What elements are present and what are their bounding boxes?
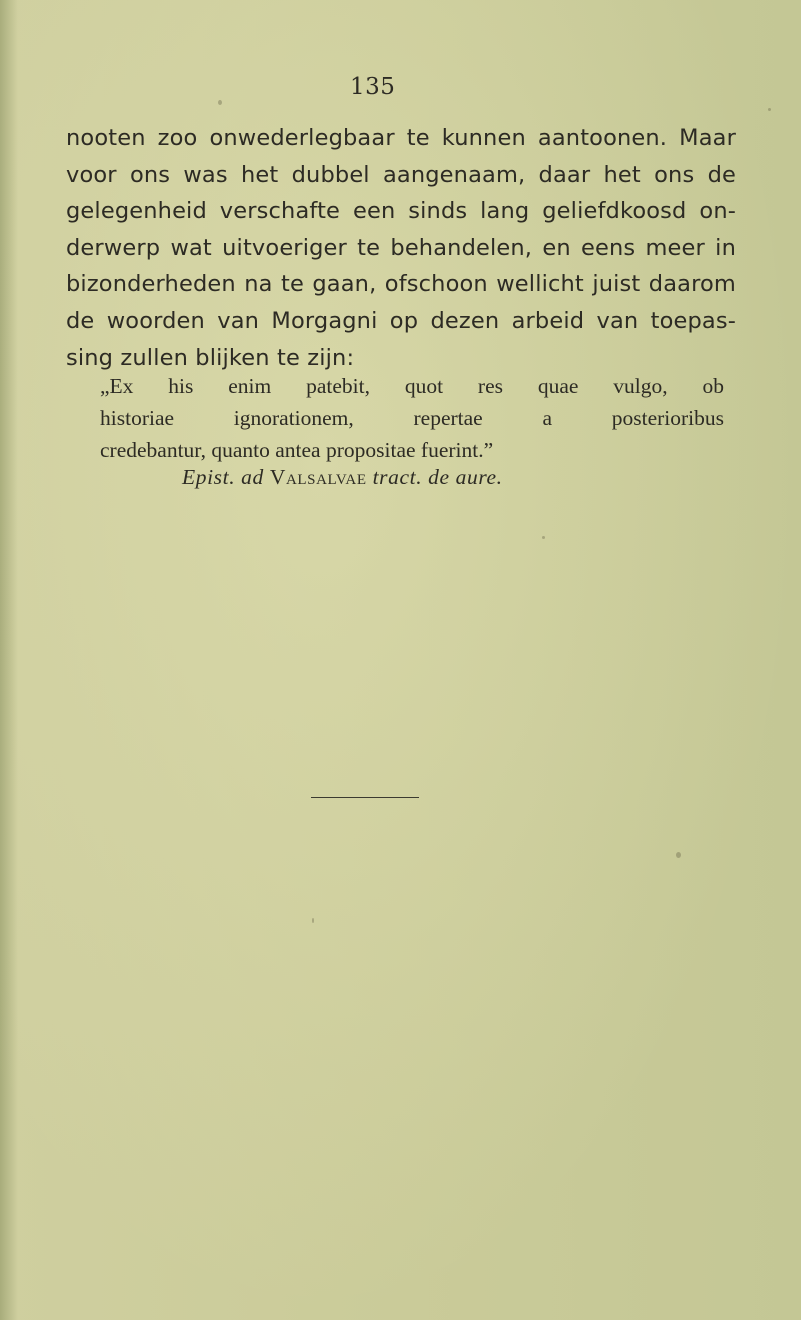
- paragraph-line: sing zullen blijken te zijn:: [66, 344, 355, 371]
- paragraph-line: voor ons was het dubbel aangenaam, daar het ons de: [66, 161, 736, 188]
- paragraph-line: de woorden van Morgagni op dezen arbeid van toepas-: [66, 307, 736, 334]
- page-edge-shadow: [0, 0, 18, 1320]
- paper-speck: [542, 536, 545, 539]
- paragraph-line: bizonderheden na te gaan, ofschoon wellicht juist daarom: [66, 271, 736, 298]
- quote-line: „Ex his enim patebit, quot res quae vulgo, ob: [100, 374, 724, 398]
- citation-author: Valsalvae: [269, 465, 367, 489]
- body-paragraph: [66, 120, 736, 376]
- paragraph-line: derwerp wat uitvoeriger te behandelen, en eens meer in: [66, 234, 736, 261]
- paragraph-line: nooten zoo onwederlegbaar te kunnen aantoonen. Maar: [66, 125, 736, 151]
- paper-speck: [768, 108, 771, 111]
- page-number: 135: [350, 74, 396, 100]
- citation: [182, 462, 503, 492]
- quote-line: historiae ignorationem, repertae a posterioribus: [100, 406, 724, 430]
- section-divider: [311, 797, 419, 798]
- quote-line: credebantur, quanto antea propositae fuerint.”: [100, 438, 494, 462]
- paragraph-line: gelegenheid verschafte een sinds lang geliefdkoosd on-: [66, 198, 736, 225]
- citation-treatise: tract. de aure.: [372, 465, 503, 489]
- paper-speck: [676, 852, 681, 858]
- paper-speck: [312, 918, 314, 923]
- citation-work: Epist. ad: [182, 465, 264, 489]
- paper-speck: [218, 100, 222, 105]
- latin-quote: [100, 370, 736, 466]
